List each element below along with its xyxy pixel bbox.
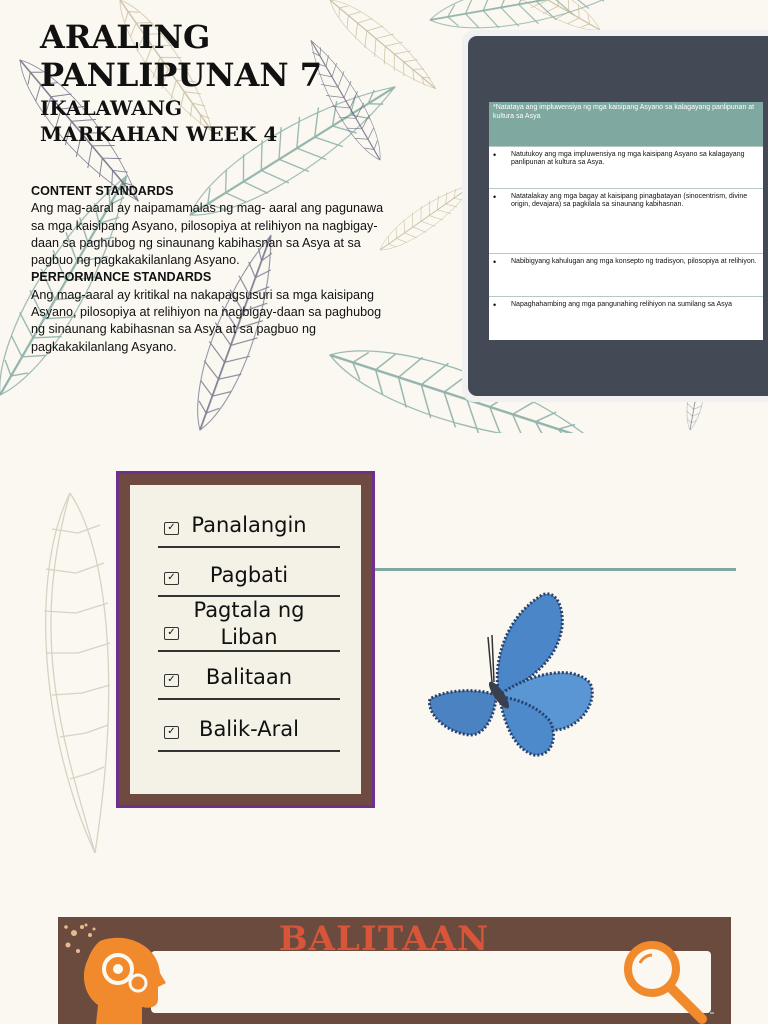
banner-title: BALITAAN <box>278 919 490 959</box>
table-cell: Natatalakay ang mga bagay at kaisipang pinagbatayan (sinocentrism, divine origin, devajara) sa pagkilala sa sinaunang kabihasnan. <box>511 192 748 208</box>
table-row <box>489 296 763 340</box>
bullet: • <box>493 191 497 202</box>
title-line-1: ARALING <box>40 18 211 56</box>
content-standards-heading: CONTENT STANDARDS <box>31 184 174 198</box>
performance-standards-heading: PERFORMANCE STANDARDS <box>31 270 212 285</box>
bullet: • <box>493 256 497 267</box>
agenda-item-label: Balik-Aral <box>199 717 299 741</box>
magnifier-icon <box>618 939 714 1024</box>
table-row <box>489 188 763 253</box>
checkbox-icon: ✓ <box>164 572 179 585</box>
slide-balitaan <box>0 883 768 1024</box>
agenda-item-pagtala-ng-liban <box>158 597 340 651</box>
learning-competencies-table <box>489 102 763 340</box>
checkbox-icon: ✓ <box>164 627 179 640</box>
performance-standards-text: Ang mag-aaral ay kritikal na nakapagsusuri sa mga kaisipang Asyano, pilosopiya at relihiyon na nagbigay-daan sa paghubog ng sinaunang kabihasnan sa Asya at sa pagbuo ng pagkakakilanlang Asyano. <box>31 287 382 354</box>
slide-standards <box>0 0 768 433</box>
bullet: • <box>493 149 497 160</box>
tablet-frame <box>462 30 768 402</box>
content-standards-text: Ang mag-aaral ay naipamamalas ng mag- aaral ang pagunawa sa mga kaisipang Asyano, pilosopiya at relihiyon na nagbigay-daan sa paghubog ng sinaunang kabihasnan sa Asya at sa pagbuo ng pagkakakilanlang Asyano. <box>31 201 384 268</box>
checkbox-icon: ✓ <box>164 674 179 687</box>
agenda-item-balik-aral <box>158 717 340 741</box>
slide-agenda <box>0 433 768 883</box>
underline <box>158 750 340 752</box>
checkbox-icon: ✓ <box>164 522 179 535</box>
table-cell: Napaghahambing ang mga pangunahing relihiyon na sumilang sa Asya <box>511 300 733 308</box>
underline <box>158 650 340 652</box>
agenda-item-label: Panalangin <box>191 513 307 537</box>
underline <box>158 698 340 700</box>
checkbox-icon: ✓ <box>164 726 179 739</box>
agenda-item-panalangin <box>158 513 340 537</box>
underline <box>158 546 340 548</box>
subtitle-line-1: IKALAWANG <box>40 96 183 120</box>
agenda-board-surface <box>130 485 361 794</box>
agenda-board <box>116 471 375 808</box>
table-header: *Natataya ang impluwensiya ng mga kaisipang Asyano sa kalagayang panlipunan at kultura sa Asya <box>489 102 763 146</box>
title-line-2: PANLIPUNAN 7 <box>40 56 322 94</box>
butterfly-illustration <box>424 587 599 767</box>
table-row <box>489 146 763 188</box>
tablet-screen <box>468 36 768 396</box>
table-row <box>489 253 763 296</box>
agenda-item-label: Pagbati <box>209 563 289 587</box>
agenda-item-balitaan <box>158 665 340 689</box>
subtitle-line-2: MARKAHAN WEEK 4 <box>40 122 278 146</box>
table-cell: Natutukoy ang mga impluwensiya ng mga kaisipang Asyano sa kalagayang panlipunan at kultura sa Asya. <box>511 150 745 166</box>
slide-title <box>40 18 322 146</box>
table-cell: Nabibigyang kahulugan ang mga konsepto ng tradisyon, pilosopiya at relihiyon. <box>511 257 757 265</box>
agenda-item-pagbati <box>158 563 340 587</box>
head-gears-icon <box>60 921 168 1024</box>
agenda-item-label: Balitaan <box>205 665 293 689</box>
bullet: • <box>493 299 497 310</box>
divider-line <box>375 568 736 571</box>
standards-text-block <box>31 183 396 356</box>
agenda-item-label: Pagtala ng Liban <box>193 598 305 649</box>
